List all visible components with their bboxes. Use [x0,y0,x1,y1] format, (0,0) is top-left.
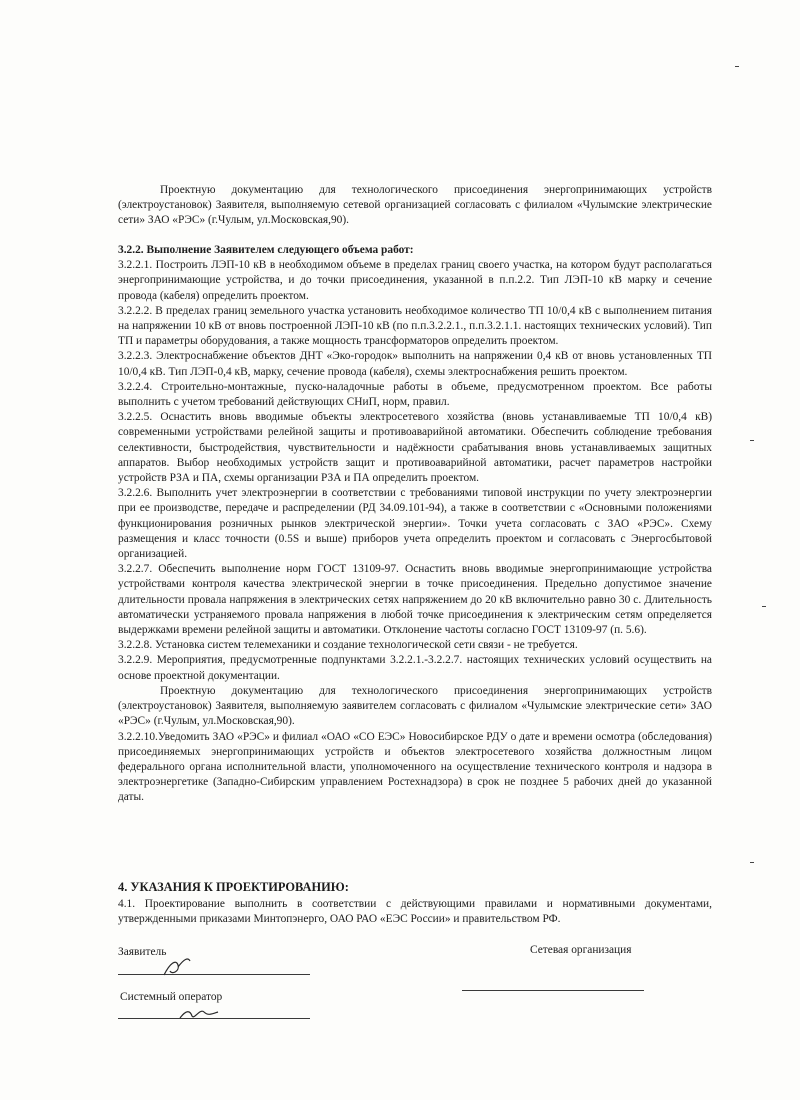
item-3-2-2-2: 3.2.2.2. В пределах границ земельного участка установить необходимое количество ТП 10/0,4 кВ с выполнением питания на напряжении 10 кВ от вновь построенной ЛЭП-10 кВ (по п.п.3.2.2.1., п.п.3.2.1.1. настоящих технических условий). Тип ТП и параметры оборудования, а также мощность трансформаторов определить проектом. [118,304,712,348]
scan-mark [735,66,739,67]
system-operator-label: Системный оператор [120,991,223,1003]
section-4-heading: 4. УКАЗАНИЯ К ПРОЕКТИРОВАНИЮ: [118,880,349,894]
item-3-2-2-6: 3.2.2.6. Выполнить учет электроэнергии в соответствии с требованиями типовой инструкции по учету электроэнергии при ее производстве, передаче и распределении (РД 34.09.101-94), а также в соответствии с «Основными положениями функционирования розничных рынков электрической энергии». Точки учета согласовать с ЗАО «РЭС». Схему размещения и класс точности (0.5S и выше) приборов учета определить проектом и согласовать с Энергосбытовой организацией. [118,487,712,561]
item-3-2-2-9: 3.2.2.9. Мероприятия, предусмотренные подпунктами 3.2.2.1.-3.2.2.7. настоящих технических условий осуществить на основе проектной документации. [118,654,712,682]
section-3-2-2 [118,243,712,806]
item-3-2-2-8: 3.2.2.8. Установка систем телемеханики и создание технологической сети связи - не требуется. [118,639,578,652]
applicant-signature-line [118,974,310,975]
applicant-label: Заявитель [118,946,167,958]
operator-handwritten-signature [178,1004,222,1022]
intro-block [118,183,712,229]
item-3-2-2-4: 3.2.2.4. Строительно-монтажные, пуско-наладочные работы в объеме, предусмотренном проектом. Все работы выполнить с учетом требований действующих СНиП, норм, правил. [118,380,712,409]
scan-mark [750,440,754,441]
intro-paragraph: Проектную документацию для технологического присоединения энергопринимающих устройств (электроустановок) Заявителя, выполняемую сетевой организацией согласовать с филиалом «Чулымские электрические сети» ЗАО «РЭС» (г.Чулым, ул.Московская,90). [118,184,712,227]
network-org-label: Сетевая организация [530,944,632,956]
item-3-2-2-10: 3.2.2.10.Уведомить ЗАО «РЭС» и филиал «ОАО «СО ЕЭС» Новосибирское РДУ о дате и времени осмотра (обследования) присоединяемых энергопринимающих устройств и объектов электросетевого хозяйства должностным лицом федерального органа исполнительной власти, уполномоченного на осуществление технического контроля и надзора в электроэнергетике (Западно-Сибирским управлением Ростехнадзора) в срок не позднее 5 рабочих дней до указанной даты. [118,730,712,804]
item-3-2-2-3: 3.2.2.3. Электроснабжение объектов ДНТ «Эко-городок» выполнить на напряжении 0,4 кВ от вновь установленных ТП 10/0,4 кВ. Тип ЛЭП-0,4 кВ, марку, сечение провода (кабеля), схемы электроснабжения решить проектом. [118,350,712,378]
item-3-2-2-5: 3.2.2.5. Оснастить вновь вводимые объекты электросетевого хозяйства (вновь устанавливаемые ТП 10/0,4 кВ) современными устройствами релейной защиты и противоаварийной автоматики. Обеспечить соблюдение требования селективности, быстродействия, чувствительности и надёжности срабатывания вновь устанавливаемых защитных аппаратов. Выбор необходимых устройств защит и противоаварийной автоматики, расчет параметров настройки устройств РЗА и ПА, схемы организации РЗА и ПА определить проектом. [118,411,712,485]
section-4 [118,880,712,928]
item-4-1: 4.1. Проектирование выполнить в соответствии с действующими правилами и нормативными документами, утвержденными приказами Минтопэнерго, ОАО РАО «ЕЭС России» и правительством РФ. [118,898,712,926]
section-3-2-2-heading: 3.2.2. Выполнение Заявителем следующего объема работ: [118,244,414,256]
scan-mark [750,862,754,863]
applicant-handwritten-signature [160,955,200,979]
network-org-signature-line [462,990,644,991]
repeat-paragraph: Проектную документацию для технологического присоединения энергопринимающих устройств (электроустановок) Заявителя, выполняемую заявителем согласовать с филиалом «Чулымские электрические сети» ЗАО «РЭС» (г.Чулым, ул.Московская,90). [118,684,712,728]
item-3-2-2-1: 3.2.2.1. Построить ЛЭП-10 кВ в необходимом объеме в пределах границ своего участка, на котором будут располагаться энергопринимающие устройства, и до точки присоединения, указанной в п.п.2.2. Тип ЛЭП-10 кВ марку и сечение провода (кабеля) определить проектом. [118,259,712,302]
item-3-2-2-7: 3.2.2.7. Обеспечить выполнение норм ГОСТ 13109-97. Оснастить вновь вводимые энергопринимающие устройства устройствами контроля качества электрической энергии в точке присоединения. Предельно допустимое значение длительности провала напряжения в электрических сетях напряжением до 20 кВ включительно равно 30 с. Длительность автоматически устраняемого провала напряжения в любой точке присоединения к электрическим сетям определяется выдержками времени релейной защиты и автоматики. Отклонение частоты согласно ГОСТ 13109-97 (п. 5.6). [118,563,712,637]
scan-mark [762,606,766,607]
